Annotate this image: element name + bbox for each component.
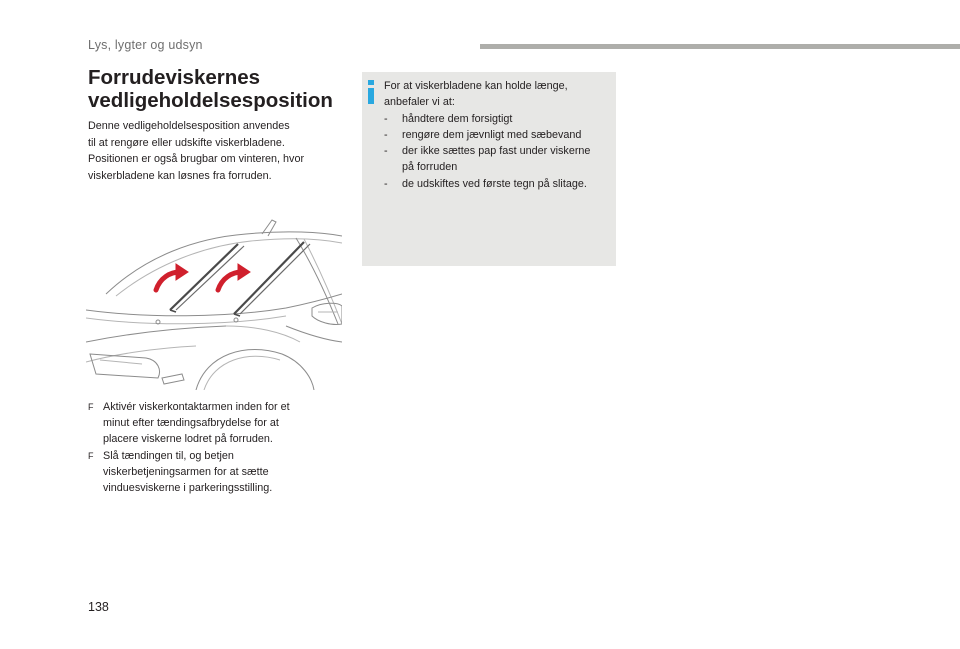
step-line: viskerbetjeningsarmen for at sætte <box>103 465 269 478</box>
info-intro-line: anbefaler vi at: <box>384 96 455 109</box>
step-marker: F <box>88 402 94 412</box>
info-item-line: på forruden <box>402 161 458 174</box>
list-dash: - <box>384 145 388 158</box>
step-marker: F <box>88 450 94 461</box>
instruction-steps <box>88 399 348 496</box>
info-item-line: rengøre dem jævnligt med sæbevand <box>402 128 582 141</box>
intro-line: viskerbladene kan løsnes fra forruden. <box>88 169 272 182</box>
step-line: placere viskerne lodret på forruden. <box>103 433 273 446</box>
instruction-step <box>88 399 348 448</box>
info-list-item <box>384 111 612 127</box>
step-line: Aktivér viskerkontaktarmen inden for et <box>103 401 290 413</box>
intro-line: Positionen er også brugbar om vinteren, hvor <box>88 153 305 165</box>
info-item-line: håndtere dem forsigtigt <box>402 112 513 125</box>
section-header: Lys, lygter og udsyn <box>88 38 203 52</box>
info-list-item <box>384 143 612 176</box>
info-box <box>362 72 616 266</box>
instruction-step <box>88 448 348 497</box>
step-line: minut efter tændingsafbrydelse for at <box>103 417 279 430</box>
info-icon <box>368 80 374 104</box>
intro-line: til at rengøre eller udskifte viskerbladene. <box>88 136 285 149</box>
list-dash: - <box>384 112 388 125</box>
page-title-line: vedligeholdelsesposition <box>88 89 333 112</box>
header-divider-bar <box>480 44 960 49</box>
list-dash: - <box>384 177 388 190</box>
info-list-item <box>384 127 612 143</box>
intro-line: Denne vedligeholdelsesposition anvendes <box>88 120 290 132</box>
info-item-line: de udskiftes ved første tegn på slitage. <box>402 177 587 190</box>
windscreen-wiper-maintenance-illustration <box>86 214 342 390</box>
info-item-line: der ikke sættes pap fast under viskerne <box>402 145 591 158</box>
step-line: vinduesviskerne i parkeringsstilling. <box>103 482 273 495</box>
step-line: Slå tændingen til, og betjen <box>103 449 234 462</box>
page-number: 138 <box>88 600 109 614</box>
info-list-item <box>384 176 612 192</box>
page-title-line: Forrudeviskernes <box>88 66 261 89</box>
info-intro-line: For at viskerbladene kan holde længe, <box>384 80 568 92</box>
info-content <box>384 78 612 192</box>
list-dash: - <box>384 128 388 141</box>
intro-paragraph <box>88 118 343 184</box>
page-title <box>88 66 358 112</box>
